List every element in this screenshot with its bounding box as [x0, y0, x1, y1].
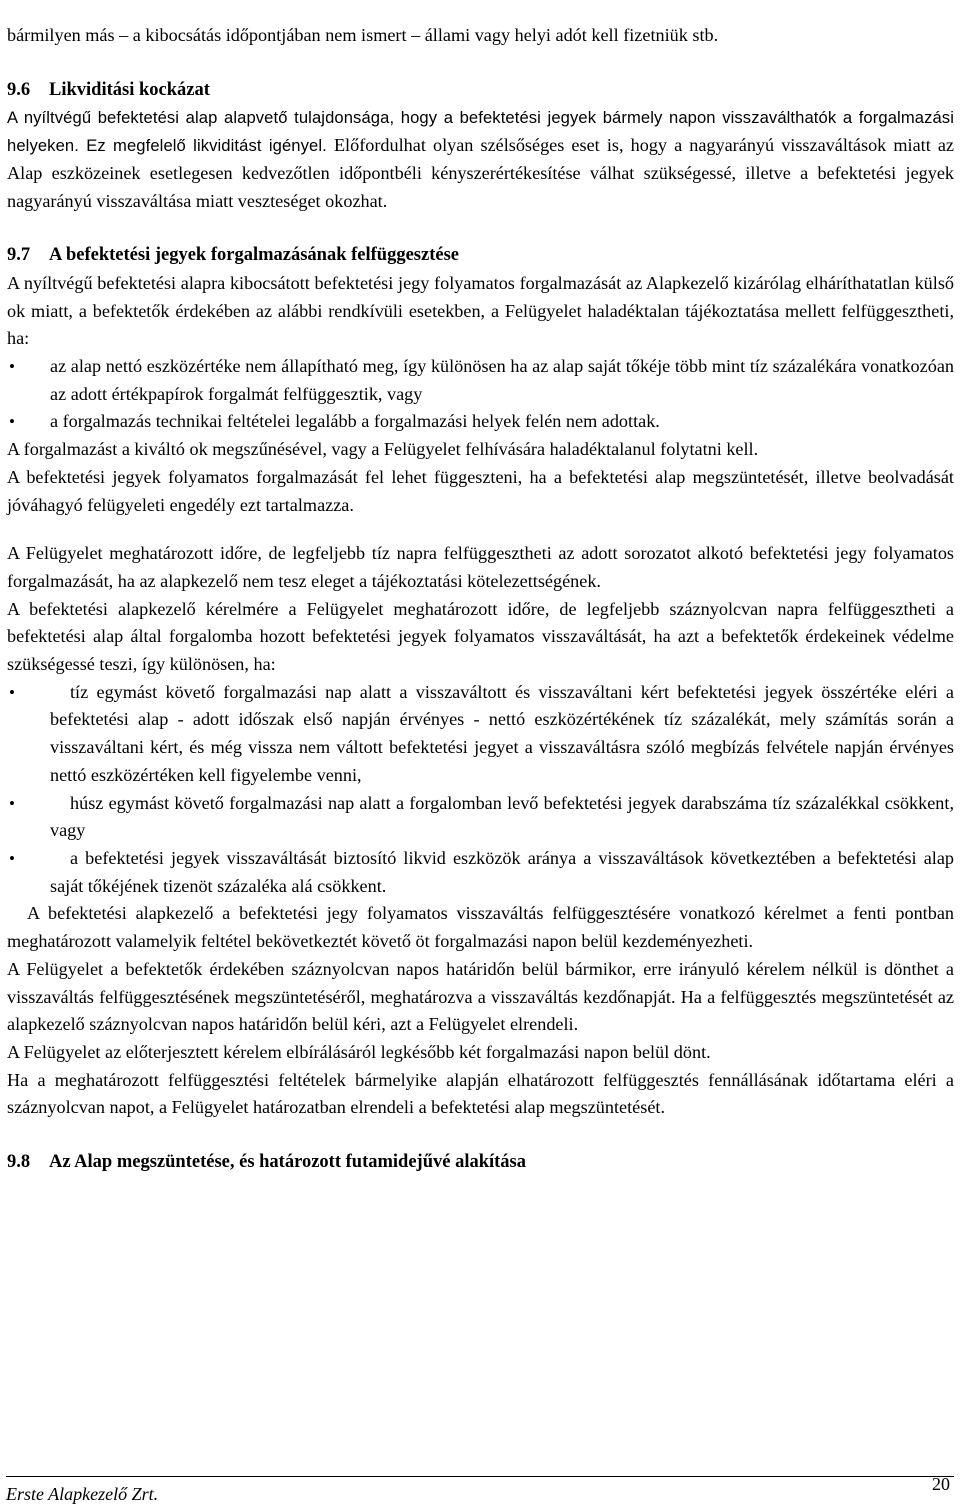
bullet-icon: • [9, 848, 15, 868]
section-heading-9-8 [7, 1149, 954, 1177]
section-heading-9-7 [7, 242, 954, 270]
section-number: 9.6 [7, 79, 31, 100]
suspension-intro: A nyíltvégű befektetési alapra kibocsátott befektetési jegy folyamatos forgalmazását az Alapkezelő kizárólag elháríthatatlan külső ok miatt, a befektetők érdekében az alábbi rendkívüli esetekben, a Felügyelet haladéktalan tájékoztatása mellett felfüggesztheti, ha: [7, 272, 954, 349]
list-item-text: az alap nettó eszközértéke nem állapítható meg, így különösen ha az alap saját tőkéje több mint tíz százalékára vonatkozóan az adott értékpapírok forgalmát felfüggesztik, vagy [50, 356, 954, 404]
liquidity-paragraph [7, 104, 954, 215]
section-title: A befektetési jegyek forgalmazásának felfüggesztése [49, 245, 459, 266]
section-number: 9.7 [7, 245, 31, 266]
list-item [7, 790, 954, 845]
bullet-icon: • [9, 412, 15, 432]
section-title: Likviditási kockázat [49, 79, 210, 100]
list-item-lead: a [70, 847, 79, 868]
redemption-suspension-list [7, 679, 954, 901]
bullet-icon: • [9, 793, 15, 813]
list-item-text: egymást követő forgalmazási nap alatt a visszaváltott és visszaváltani kért befektetési jegyek összértéke eléri a befektetési alap - adott időszak első napján érvényes - nettó eszközértékének tíz százalékát, mely számítás során a visszaváltani kért, és még vissza nem váltott befektetési jegyet a visszaváltásra szóló megbízás felvétele napján érvényes nettó eszközértéken kell figyelembe venni, [50, 681, 954, 785]
paragraph: A forgalmazást a kiváltó ok megszűnésével, vagy a Felügyelet felhívására haladéktalanul folytatni kell. [7, 439, 759, 460]
paragraph: A Felügyelet meghatározott időre, de legfeljebb tíz napra felfüggesztheti az adott sorozatot alkotó befektetési jegy folyamatos forgalmazását, ha az alapkezelő nem tesz eleget a tájékoztatási kötelezettségének. [7, 543, 954, 591]
intro-paragraph: bármilyen más – a kibocsátás időpontjában nem ismert – állami vagy helyi adót kell fizetniük stb. [7, 25, 719, 45]
page-footer [6, 1476, 954, 1507]
footer-company: Erste Alapkezelő Zrt. [6, 1484, 159, 1504]
list-item [7, 408, 954, 436]
paragraph: A Felügyelet a befektetők érdekében száznyolcvan napos határidőn belül bármikor, erre irányuló kérelem nélkül is dönthet a visszaváltás felfüggesztésének megszüntetéséről, meghatározva a visszaváltás kezdőnapját. Ha a felfüggesztés megszüntetését az alapkezelő száznyolcvan napos határidőn belül kéri, azt a Felügyelet elrendeli. [7, 958, 954, 1035]
paragraph: A befektetési alapkezelő a befektetési jegy folyamatos visszaváltás felfüggesztésére vonatkozó kérelmet a fenti pontban meghatározott valamelyik feltétel bekövetkeztét követő öt forgalmazási napon belül kezdeményezheti. [7, 903, 954, 952]
list-item-text: befektetési jegyek visszaváltását biztosító likvid eszközök aránya a visszaváltások következtében a befektetési alap saját tőkéjének tizenöt százaléka alá csökkent. [50, 847, 954, 896]
paragraph: A Felügyelet az előterjesztett kérelem elbírálásáról legkésőbb két forgalmazási napon belül dönt. [7, 1041, 711, 1062]
list-item [7, 845, 954, 900]
list-item-lead: tíz [70, 681, 89, 702]
bullet-icon: • [9, 357, 15, 377]
spacer [7, 1122, 954, 1149]
section-number: 9.8 [7, 1152, 31, 1173]
suspension-conditions-list [7, 353, 954, 436]
spacer [7, 215, 954, 242]
section-title: Az Alap megszüntetése, és határozott futamidejűvé alakítása [49, 1152, 526, 1173]
spacer [7, 50, 954, 77]
paragraph: A befektetési jegyek folyamatos forgalmazását fel lehet függeszteni, ha a befektetési alap megszüntetését, illetve beolvadását jóváhagyó felügyeleti engedély ezt tartalmazza. [7, 466, 954, 515]
paragraph: Ha a meghatározott felfüggesztési feltételek bármelyike alapján elhatározott felfüggesztés fennállásának időtartama eléri a száznyolcvan napot, a Felügyelet határozatban elrendeli a befektetési alap megszüntetését. [7, 1069, 954, 1118]
list-item-lead: húsz [70, 792, 104, 813]
list-item [7, 679, 954, 790]
bullet-icon: • [9, 682, 15, 702]
liquidity-text-b: Előfordulhat olyan szélsőséges eset is, hogy a nagyarányú visszaváltások miatt az Alap eszközeinek esetlegesen kedvezőtlen időpontbéli kényszerértékesítése válhat szükségessé, illetve a befektetési jegyek nagyarányú visszaváltása miatt veszteséget okozhat. [7, 135, 954, 211]
document-page [7, 22, 954, 1177]
liquidity-text-a: A nyíltvégű befektetési alap alapvető tulajdonsága, hogy a befektetési jegyek bármely napon visszaválthatók a forgalmazási helyeken. Ez megfelelő likviditást igényel. [7, 108, 954, 156]
section-heading-9-6 [7, 77, 954, 105]
page-number: 20 [932, 1474, 950, 1494]
paragraph: A befektetési alapkezelő kérelmére a Felügyelet meghatározott időre, de legfeljebb száznyolcvan napra felfüggesztheti a befektetési alap által forgalomba hozott befektetési jegyek folyamatos visszaváltását, ha azt a befektetők érdekeinek védelme szükségessé teszi, így különösen, ha: [7, 598, 954, 675]
list-item-text: egymást követő forgalmazási nap alatt a forgalomban levő befektetési jegyek darabszáma tíz százalékkal csökkent, vagy [50, 792, 954, 841]
spacer [7, 519, 954, 540]
list-item [7, 353, 954, 408]
list-item-text: a forgalmazás technikai feltételei legalább a forgalmazási helyek felén nem adottak. [50, 411, 660, 432]
